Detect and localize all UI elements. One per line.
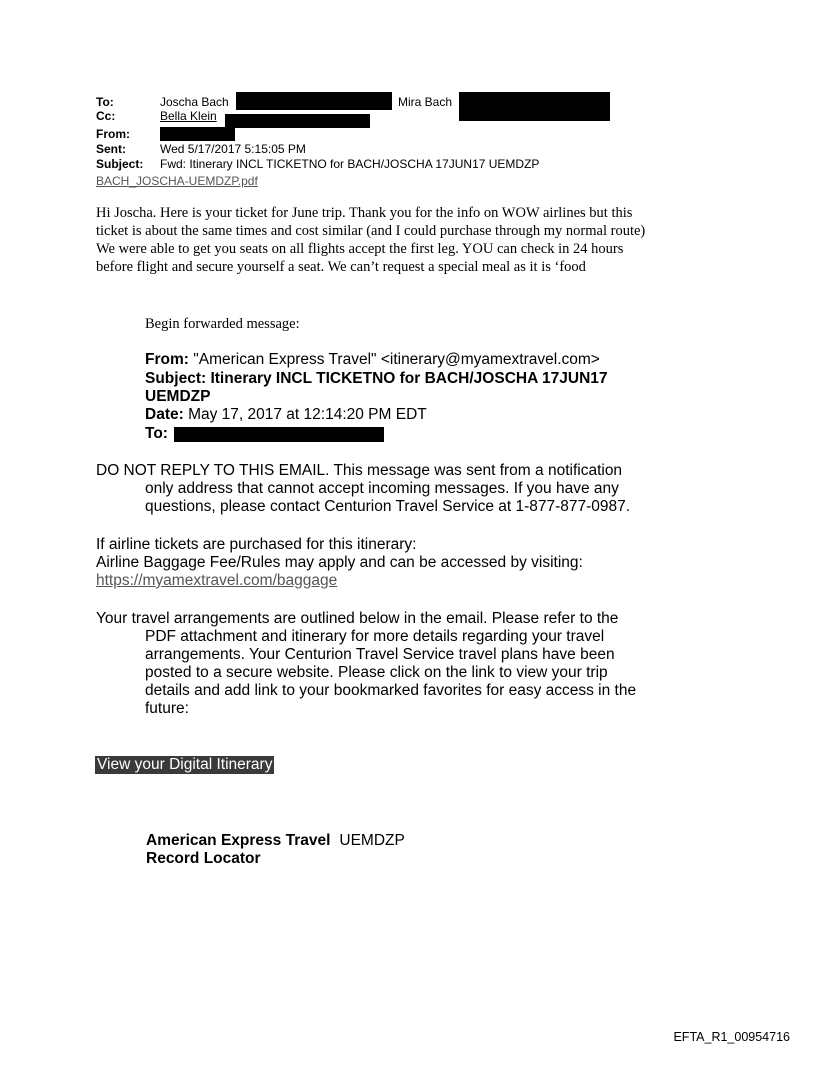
- forwarded-from-label: From:: [145, 351, 189, 368]
- baggage-line1: If airline tickets are purchased for this itinerary:: [96, 536, 417, 553]
- arrangements-line: details and add link to your bookmarked favorites for easy access in the: [145, 682, 637, 699]
- forwarded-subject-line2: UEMDZP: [145, 388, 211, 405]
- intro-line: Hi Joscha. Here is your ticket for June trip. Thank you for the info on WOW airlines but this: [96, 205, 633, 221]
- notice-line: questions, please contact Centurion Travel Service at 1-877-877-0987.: [145, 498, 631, 515]
- to-recipient-1[interactable]: Joscha Bach: [160, 95, 229, 109]
- to-recipient-2[interactable]: Mira Bach: [398, 95, 453, 109]
- notice-line: DO NOT REPLY TO THIS EMAIL. This message was sent from a notification: [96, 462, 623, 479]
- view-digital-itinerary-link[interactable]: View your Digital Itinerary: [97, 756, 273, 773]
- forwarded-to-label: To:: [145, 425, 168, 442]
- subject-label: Subject:: [96, 157, 144, 171]
- record-label: American Express Travel: [146, 832, 331, 849]
- cc-recipient[interactable]: Bella Klein: [160, 109, 217, 123]
- baggage-link[interactable]: https://myamextravel.com/baggage: [96, 572, 338, 589]
- forwarded-date-value: May 17, 2017 at 12:14:20 PM EDT: [183, 406, 427, 423]
- to-label: To:: [96, 95, 114, 109]
- sent-value: Wed 5/17/2017 5:15:05 PM: [160, 142, 306, 156]
- intro-line: before flight and secure yourself a seat. We can’t request a special meal as it is ‘food: [96, 259, 586, 275]
- sent-label: Sent:: [96, 142, 126, 156]
- forwarded-date-label: Date:: [145, 406, 184, 423]
- arrangements-line: Your travel arrangements are outlined below in the email. Please refer to the: [96, 610, 619, 627]
- arrangements-line: PDF attachment and itinerary for more details regarding your travel: [145, 628, 605, 645]
- redaction-bar: [225, 114, 370, 128]
- document-id: EFTA_R1_00954716: [673, 1030, 790, 1044]
- forwarded-from-value: "American Express Travel" <itinerary@myamextravel.com>: [188, 351, 600, 368]
- cc-label: Cc:: [96, 109, 116, 123]
- forwarded-date: [145, 406, 427, 424]
- record-locator-label: Record Locator: [146, 850, 261, 867]
- forwarded-subject-line1: Subject: Itinerary INCL TICKETNO for BACH/JOSCHA 17JUN17: [145, 370, 608, 387]
- subject-value: Fwd: Itinerary INCL TICKETNO for BACH/JOSCHA 17JUN17 UEMDZP: [160, 157, 540, 171]
- arrangements-line: posted to a secure website. Please click on the link to view your trip: [145, 664, 608, 681]
- arrangements-line: arrangements. Your Centurion Travel Service travel plans have been: [145, 646, 615, 663]
- redaction-bar: [160, 127, 235, 141]
- from-label: From:: [96, 127, 130, 141]
- intro-line: We were able to get you seats on all flights accept the first leg. YOU can check in 24 hours: [96, 241, 624, 257]
- record-code: UEMDZP: [339, 832, 405, 849]
- record-locator-row: [146, 832, 405, 850]
- redaction-bar: [174, 427, 384, 442]
- attachment-link[interactable]: BACH_JOSCHA-UEMDZP.pdf: [96, 174, 258, 188]
- baggage-line2: Airline Baggage Fee/Rules may apply and can be accessed by visiting:: [96, 554, 583, 571]
- redaction-bar: [459, 92, 610, 121]
- forwarded-from: [145, 351, 600, 369]
- arrangements-line: future:: [145, 700, 189, 717]
- intro-line: ticket is about the same times and cost similar (and I could purchase through my normal route): [96, 223, 646, 239]
- notice-line: only address that cannot accept incoming messages. If you have any: [145, 480, 619, 497]
- redaction-bar: [236, 92, 392, 110]
- forwarded-begin: Begin forwarded message:: [145, 316, 300, 332]
